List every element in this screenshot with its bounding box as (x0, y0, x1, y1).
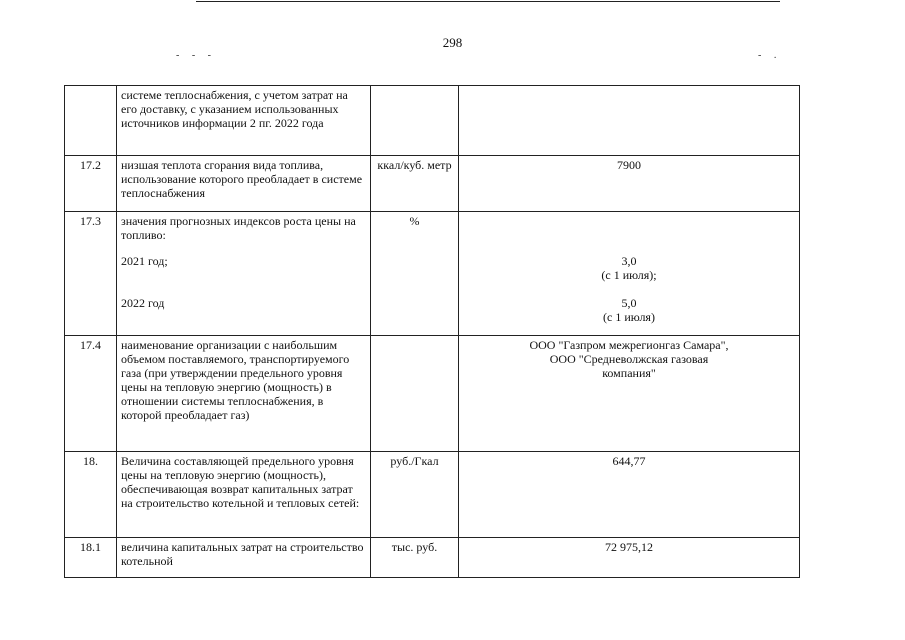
sub-item-value: 5,0 (621, 296, 637, 310)
row-description-text: значения прогнозных индексов роста цены на топливо: (121, 214, 356, 242)
row-value-text: ООО "Газпром межрегионгаз Самара", ООО "Средневолжская газовая компания" (529, 338, 729, 380)
sub-item-label: 2022 год (121, 296, 165, 310)
row-unit: тыс. руб. (371, 538, 459, 578)
row-description: величина капитальных затрат на строительство котельной (117, 538, 371, 578)
row-description: системе теплоснабжения, с учетом затрат на его доставку, с указанием использованных источников информации 2 пг. 2022 года (117, 86, 371, 156)
row-description: Величина составляющей предельного уровня цены на тепловую энергию (мощность), обеспечивающая возврат капитальных затрат на строительство котельной и тепловых сетей: (117, 452, 371, 538)
sub-item-value: 3,0 (621, 254, 637, 268)
top-rule (196, 1, 780, 2)
tariff-table (64, 85, 800, 578)
row-description (117, 212, 371, 336)
row-number: 18. (65, 452, 117, 538)
table-row (65, 452, 800, 538)
sub-item-note: (с 1 июля); (601, 268, 657, 282)
page-number: 298 (442, 35, 463, 50)
row-unit: % (371, 212, 459, 336)
row-number: 17.4 (65, 336, 117, 452)
table-row (65, 538, 800, 578)
row-value: 644,77 (459, 452, 800, 538)
row-description: наименование организации с наибольшим объемом поставляемого, транспортируемого газа (при утверждении предельного уровня цены на тепловую энергию (мощность) в отношении системы теплоснабжения, в которой преобладает газ) (117, 336, 371, 452)
row-value: 72 975,12 (459, 538, 800, 578)
row-unit: ккал/куб. метр (371, 156, 459, 212)
table-row (65, 156, 800, 212)
row-unit (371, 336, 459, 452)
sub-item-note: (с 1 июля) (603, 310, 655, 324)
table-row (65, 212, 800, 336)
row-number: 17.2 (65, 156, 117, 212)
row-unit: руб./Гкал (371, 452, 459, 538)
row-number: 18.1 (65, 538, 117, 578)
sub-item-label: 2021 год; (121, 254, 168, 268)
row-description: низшая теплота сгорания вида топлива, использование которого преобладает в системе теплоснабжения (117, 156, 371, 212)
row-value: 7900 (459, 156, 800, 212)
row-number (65, 86, 117, 156)
table-row (65, 336, 800, 452)
row-number: 17.3 (65, 212, 117, 336)
row-unit (371, 86, 459, 156)
scan-speck: - - - (176, 50, 216, 61)
row-value (459, 212, 800, 336)
row-value (459, 86, 800, 156)
row-value (459, 336, 800, 452)
scan-speck: - . (758, 50, 782, 61)
table-row (65, 86, 800, 156)
